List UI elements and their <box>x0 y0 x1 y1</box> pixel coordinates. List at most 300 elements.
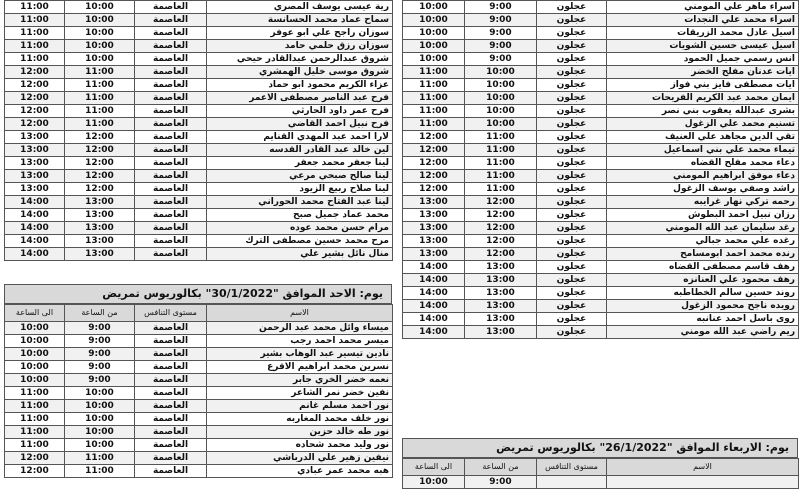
student-name-cell: لارا احمد عبد المهدي القنايم <box>207 131 393 144</box>
level-cell: العاصمة <box>135 348 207 361</box>
level-cell: العاصمة <box>135 118 207 131</box>
student-name-cell: نور طه خالد حزين <box>207 426 393 439</box>
time-to-cell: 12:00 <box>5 105 65 118</box>
level-cell: العاصمة <box>135 1 207 14</box>
time-to-cell: 11:00 <box>403 79 465 92</box>
time-to-cell: 13:00 <box>5 131 65 144</box>
right-bottom-caption: يوم: الاربعاء الموافق "26/1/2022" بكالوريوس تمريض <box>402 438 798 458</box>
table-row <box>5 170 393 183</box>
time-from-cell: 10:00 <box>65 426 135 439</box>
student-name-cell: مرام حسن محمد عوده <box>207 222 393 235</box>
level-cell: عجلون <box>537 287 607 300</box>
student-name-cell: نفين خضر نمر الشاعر <box>207 387 393 400</box>
level-cell: عجلون <box>537 53 607 66</box>
level-cell: العاصمة <box>135 322 207 335</box>
table-row <box>403 222 799 235</box>
student-name-cell: سوزان رزق حلمي حامد <box>207 40 393 53</box>
student-name-cell: رغد سليمان عبد الله المومني <box>607 222 799 235</box>
time-to-cell: 11:00 <box>5 400 65 413</box>
student-name-cell: نعمه خضر الخري جابر <box>207 374 393 387</box>
header-from: من الساعة <box>65 305 135 322</box>
level-cell: العاصمة <box>135 92 207 105</box>
table-row <box>5 400 393 413</box>
level-cell: عجلون <box>537 222 607 235</box>
time-from-cell: 13:00 <box>65 235 135 248</box>
level-cell <box>537 476 607 489</box>
level-cell: العاصمة <box>135 196 207 209</box>
level-cell: عجلون <box>537 79 607 92</box>
level-cell: العاصمة <box>135 144 207 157</box>
time-from-cell: 9:00 <box>65 335 135 348</box>
table-row <box>5 105 393 118</box>
time-from-cell: 11:00 <box>65 118 135 131</box>
time-to-cell: 14:00 <box>5 222 65 235</box>
table-row <box>403 261 799 274</box>
time-from-cell: 10:00 <box>65 27 135 40</box>
student-name-cell: نور وليد محمد شحاده <box>207 439 393 452</box>
table-row <box>5 413 393 426</box>
time-from-cell: 11:00 <box>465 131 537 144</box>
student-name-cell: نسرين محمد ابراهيم الاقرع <box>207 361 393 374</box>
table-row <box>5 157 393 170</box>
student-name-cell: لينا عبد الفتاح محمد الحوراني <box>207 196 393 209</box>
time-to-cell: 14:00 <box>403 274 465 287</box>
level-cell: العاصمة <box>135 361 207 374</box>
student-name-cell: هبه محمد عمر عبادي <box>207 465 393 478</box>
table-row <box>5 79 393 92</box>
level-cell: عجلون <box>537 27 607 40</box>
table-row <box>403 131 799 144</box>
student-name-cell: دعاء محمد مفلح القضاه <box>607 157 799 170</box>
student-name-cell: راشد وصفي يوسف الزغول <box>607 183 799 196</box>
level-cell: العاصمة <box>135 222 207 235</box>
time-from-cell: 9:00 <box>465 1 537 14</box>
student-name-cell: رحمه تركي نهار غرايبه <box>607 196 799 209</box>
student-name-cell: اسراء ماهر علي المومني <box>607 1 799 14</box>
time-to-cell: 11:00 <box>403 105 465 118</box>
level-cell: عجلون <box>537 261 607 274</box>
time-to-cell: 14:00 <box>403 313 465 326</box>
time-to-cell: 12:00 <box>403 144 465 157</box>
time-to-cell: 11:00 <box>5 439 65 452</box>
time-to-cell: 13:00 <box>403 209 465 222</box>
table-row <box>5 40 393 53</box>
level-cell: عجلون <box>537 300 607 313</box>
time-to-cell: 13:00 <box>403 235 465 248</box>
time-from-cell: 12:00 <box>465 222 537 235</box>
table-row <box>5 66 393 79</box>
student-name-cell: نادين تيسير عبد الوهاب بشير <box>207 348 393 361</box>
time-to-cell: 11:00 <box>403 92 465 105</box>
level-cell: العاصمة <box>135 66 207 79</box>
time-from-cell: 9:00 <box>65 374 135 387</box>
table-row <box>5 118 393 131</box>
time-from-cell: 9:00 <box>465 27 537 40</box>
time-to-cell: 11:00 <box>5 387 65 400</box>
level-cell: عجلون <box>537 183 607 196</box>
time-to-cell: 12:00 <box>403 157 465 170</box>
table-row <box>403 27 799 40</box>
level-cell: عجلون <box>537 131 607 144</box>
student-name-cell: مرح محمد حسين مصطفى الترك <box>207 235 393 248</box>
student-name-cell: روند حسين سالم الخطاطبه <box>607 287 799 300</box>
table-row <box>403 235 799 248</box>
time-from-cell: 13:00 <box>465 300 537 313</box>
student-name-cell: فرح عبد الناصر مصطفى الاعمر <box>207 92 393 105</box>
level-cell: عجلون <box>537 313 607 326</box>
table-row <box>403 313 799 326</box>
level-cell: عجلون <box>537 1 607 14</box>
header-to: الى الساعة <box>403 459 465 476</box>
table-row <box>403 183 799 196</box>
right-bottom-table <box>402 458 799 489</box>
student-name-cell: نور احمد مسلم غانم <box>207 400 393 413</box>
time-from-cell: 13:00 <box>465 287 537 300</box>
time-from-cell: 10:00 <box>465 66 537 79</box>
student-name-cell: اسيل عيسى حسين الشويات <box>607 40 799 53</box>
level-cell: عجلون <box>537 235 607 248</box>
level-cell: العاصمة <box>135 79 207 92</box>
time-from-cell: 13:00 <box>65 248 135 261</box>
time-from-cell: 10:00 <box>465 118 537 131</box>
table-row <box>5 465 393 478</box>
student-name-cell: رزان نبيل احمد البطوش <box>607 209 799 222</box>
student-name-cell: تقي الدين مجاهد علي العنيف <box>607 131 799 144</box>
table-row <box>5 131 393 144</box>
time-from-cell: 11:00 <box>65 452 135 465</box>
time-from-cell: 9:00 <box>465 14 537 27</box>
time-to-cell: 10:00 <box>403 53 465 66</box>
level-cell: العاصمة <box>135 426 207 439</box>
time-to-cell: 14:00 <box>5 196 65 209</box>
table-row <box>5 14 393 27</box>
header-level: مستوى التنافس <box>537 459 607 476</box>
time-to-cell: 13:00 <box>5 170 65 183</box>
table-row <box>403 14 799 27</box>
student-name-cell <box>607 476 799 489</box>
table-row <box>5 53 393 66</box>
time-from-cell: 10:00 <box>65 14 135 27</box>
time-from-cell: 11:00 <box>65 105 135 118</box>
time-from-cell: 10:00 <box>65 53 135 66</box>
table-row <box>403 196 799 209</box>
time-to-cell: 12:00 <box>5 79 65 92</box>
table-row <box>403 287 799 300</box>
student-name-cell: انس رسمي جميل الحمود <box>607 53 799 66</box>
level-cell: العاصمة <box>135 105 207 118</box>
time-from-cell: 12:00 <box>65 144 135 157</box>
time-from-cell: 9:00 <box>65 322 135 335</box>
time-to-cell: 12:00 <box>403 131 465 144</box>
student-name-cell: نور خلف محمد المغاربه <box>207 413 393 426</box>
time-from-cell: 13:00 <box>65 209 135 222</box>
student-name-cell: شروق موسى خليل الهمشري <box>207 66 393 79</box>
level-cell: عجلون <box>537 118 607 131</box>
time-to-cell: 13:00 <box>403 248 465 261</box>
level-cell: العاصمة <box>135 14 207 27</box>
table-row <box>5 248 393 261</box>
student-name-cell: اسراء محمد علي النجدات <box>607 14 799 27</box>
table-row <box>403 105 799 118</box>
time-to-cell: 10:00 <box>5 348 65 361</box>
student-name-cell: لينا صالح صبحي مرعي <box>207 170 393 183</box>
student-name-cell: رهف قاسم مصطفى القضاه <box>607 261 799 274</box>
time-from-cell: 12:00 <box>65 157 135 170</box>
time-to-cell: 10:00 <box>5 322 65 335</box>
time-to-cell: 14:00 <box>403 261 465 274</box>
level-cell: عجلون <box>537 105 607 118</box>
table-row <box>5 183 393 196</box>
level-cell: عجلون <box>537 170 607 183</box>
level-cell: عجلون <box>537 40 607 53</box>
time-to-cell: 13:00 <box>5 144 65 157</box>
time-to-cell: 13:00 <box>403 222 465 235</box>
time-to-cell: 14:00 <box>5 235 65 248</box>
student-name-cell: رهف محمود علي العنانزه <box>607 274 799 287</box>
header-level: مستوى التنافس <box>135 305 207 322</box>
time-from-cell: 9:00 <box>65 348 135 361</box>
level-cell: العاصمة <box>135 400 207 413</box>
time-from-cell: 12:00 <box>465 196 537 209</box>
student-name-cell: رويده ناجح محمود الزغول <box>607 300 799 313</box>
time-from-cell: 11:00 <box>465 157 537 170</box>
time-to-cell: 12:00 <box>5 66 65 79</box>
table-row <box>5 374 393 387</box>
time-to-cell: 10:00 <box>403 27 465 40</box>
level-cell: العاصمة <box>135 131 207 144</box>
student-name-cell: سوزان راجح علي ابو عوفر <box>207 27 393 40</box>
time-from-cell: 11:00 <box>465 183 537 196</box>
right-top-table <box>402 0 799 339</box>
time-to-cell: 14:00 <box>403 287 465 300</box>
table-row <box>403 144 799 157</box>
level-cell: عجلون <box>537 92 607 105</box>
table-row <box>5 27 393 40</box>
table-row <box>403 53 799 66</box>
time-to-cell: 14:00 <box>403 326 465 339</box>
time-from-cell: 10:00 <box>65 439 135 452</box>
time-to-cell: 12:00 <box>403 170 465 183</box>
time-to-cell: 11:00 <box>5 53 65 66</box>
time-to-cell: 11:00 <box>5 426 65 439</box>
time-to-cell: 11:00 <box>403 66 465 79</box>
student-name-cell: لينا صلاح ربيع الزيود <box>207 183 393 196</box>
level-cell: عجلون <box>537 248 607 261</box>
time-from-cell: 10:00 <box>465 105 537 118</box>
time-from-cell: 13:00 <box>465 261 537 274</box>
student-name-cell: رنده محمد احمد ابومسامح <box>607 248 799 261</box>
time-from-cell: 12:00 <box>65 170 135 183</box>
time-from-cell: 10:00 <box>65 1 135 14</box>
time-from-cell: 12:00 <box>65 131 135 144</box>
time-to-cell: 10:00 <box>403 476 465 489</box>
table-row <box>403 66 799 79</box>
table-row <box>403 157 799 170</box>
student-name-cell: عزاء الكريم محمود ابو حماد <box>207 79 393 92</box>
time-to-cell: 10:00 <box>5 374 65 387</box>
table-row <box>403 92 799 105</box>
student-name-cell: نيفين زهير علي الدرباشي <box>207 452 393 465</box>
table-row <box>5 144 393 157</box>
time-to-cell: 14:00 <box>403 300 465 313</box>
student-name-cell: محمد عماد جميل صبح <box>207 209 393 222</box>
level-cell: العاصمة <box>135 235 207 248</box>
time-to-cell: 12:00 <box>5 452 65 465</box>
time-to-cell: 10:00 <box>403 14 465 27</box>
time-from-cell: 13:00 <box>465 313 537 326</box>
header-from: من الساعة <box>465 459 537 476</box>
time-from-cell: 11:00 <box>465 170 537 183</box>
time-to-cell: 13:00 <box>5 183 65 196</box>
table-row <box>403 118 799 131</box>
table-row <box>403 40 799 53</box>
level-cell: العاصمة <box>135 452 207 465</box>
level-cell: العاصمة <box>135 374 207 387</box>
student-name-cell: بشرى عبدالله يعقوب بني نصر <box>607 105 799 118</box>
table-row <box>5 222 393 235</box>
student-name-cell: ايات عدنان مفلح الخضر <box>607 66 799 79</box>
level-cell: العاصمة <box>135 157 207 170</box>
student-name-cell: ايات مصطفى فايز بني فواز <box>607 79 799 92</box>
student-name-cell: رغده علي محمد جبالي <box>607 235 799 248</box>
level-cell: العاصمة <box>135 170 207 183</box>
time-to-cell: 12:00 <box>5 92 65 105</box>
time-from-cell: 13:00 <box>65 196 135 209</box>
student-name-cell: ميسر محمد احمد رجب <box>207 335 393 348</box>
time-from-cell: 10:00 <box>65 400 135 413</box>
time-from-cell: 11:00 <box>65 92 135 105</box>
time-from-cell: 12:00 <box>465 235 537 248</box>
time-from-cell: 13:00 <box>65 222 135 235</box>
level-cell: العاصمة <box>135 465 207 478</box>
table-row <box>5 92 393 105</box>
time-from-cell: 10:00 <box>465 79 537 92</box>
student-name-cell: تسنيم محمد علي الزغول <box>607 118 799 131</box>
time-to-cell: 14:00 <box>5 209 65 222</box>
table-row <box>403 326 799 339</box>
level-cell: عجلون <box>537 144 607 157</box>
student-name-cell: منال نائل بشير علي <box>207 248 393 261</box>
time-from-cell: 11:00 <box>65 465 135 478</box>
time-to-cell: 13:00 <box>5 157 65 170</box>
time-from-cell: 12:00 <box>65 183 135 196</box>
time-to-cell: 12:00 <box>403 183 465 196</box>
table-row <box>5 1 393 14</box>
student-name-cell: ريم راضي عبد الله مومني <box>607 326 799 339</box>
level-cell: عجلون <box>537 66 607 79</box>
time-from-cell: 9:00 <box>465 53 537 66</box>
header-to: الى الساعة <box>5 305 65 322</box>
left-bottom-table <box>4 304 393 478</box>
header-name: الاسم <box>207 305 393 322</box>
student-name-cell: ايمان محمد عبد الكريم الفريحات <box>607 92 799 105</box>
student-name-cell: تيماء محمد علي بني اسماعيل <box>607 144 799 157</box>
time-from-cell: 12:00 <box>465 209 537 222</box>
table-row <box>403 300 799 313</box>
table-row <box>5 452 393 465</box>
time-to-cell: 11:00 <box>5 1 65 14</box>
level-cell: العاصمة <box>135 439 207 452</box>
level-cell: العاصمة <box>135 335 207 348</box>
time-to-cell: 10:00 <box>5 335 65 348</box>
time-from-cell: 9:00 <box>65 361 135 374</box>
table-row <box>5 439 393 452</box>
level-cell: العاصمة <box>135 248 207 261</box>
student-name-cell: ميساء وائل محمد عبد الرحمن <box>207 322 393 335</box>
table-row <box>403 79 799 92</box>
level-cell: العاصمة <box>135 40 207 53</box>
time-to-cell: 10:00 <box>403 40 465 53</box>
time-to-cell: 11:00 <box>403 118 465 131</box>
student-name-cell: اسيل عادل محمد الزريقات <box>607 27 799 40</box>
header-name: الاسم <box>607 459 799 476</box>
level-cell: العاصمة <box>135 413 207 426</box>
level-cell: العاصمة <box>135 53 207 66</box>
time-to-cell: 12:00 <box>5 465 65 478</box>
student-name-cell: سماح عماد محمد الحسانسة <box>207 14 393 27</box>
table-header-row <box>403 459 799 476</box>
student-name-cell: دعاء موفق ابراهيم المومني <box>607 170 799 183</box>
student-name-cell: شروق عبدالرحمن عبدالقادر حيحي <box>207 53 393 66</box>
time-to-cell: 11:00 <box>5 14 65 27</box>
table-row <box>5 196 393 209</box>
table-row <box>403 170 799 183</box>
time-from-cell: 12:00 <box>465 248 537 261</box>
table-row <box>403 1 799 14</box>
level-cell: عجلون <box>537 209 607 222</box>
level-cell: العاصمة <box>135 183 207 196</box>
table-row <box>403 476 799 489</box>
time-from-cell: 10:00 <box>65 413 135 426</box>
time-from-cell: 13:00 <box>465 274 537 287</box>
time-to-cell: 11:00 <box>5 40 65 53</box>
student-name-cell: فرح نبيل احمد القاضي <box>207 118 393 131</box>
left-bottom-caption: يوم: الاحد الموافق "30/1/2022" بكالوريوس تمريض <box>4 284 392 304</box>
student-name-cell: فرح عمر داود الحارثي <box>207 105 393 118</box>
time-to-cell: 11:00 <box>5 413 65 426</box>
table-row <box>5 209 393 222</box>
time-from-cell: 11:00 <box>465 144 537 157</box>
time-from-cell: 9:00 <box>465 40 537 53</box>
time-from-cell: 10:00 <box>65 387 135 400</box>
time-from-cell: 10:00 <box>465 92 537 105</box>
time-to-cell: 10:00 <box>5 361 65 374</box>
level-cell: عجلون <box>537 14 607 27</box>
table-row <box>5 235 393 248</box>
time-to-cell: 13:00 <box>403 196 465 209</box>
student-name-cell: روى باسل احمد عنانبه <box>607 313 799 326</box>
time-to-cell: 11:00 <box>5 27 65 40</box>
time-from-cell: 9:00 <box>465 476 537 489</box>
time-to-cell: 14:00 <box>5 248 65 261</box>
table-row <box>403 274 799 287</box>
table-row <box>403 209 799 222</box>
table-header-row <box>5 305 393 322</box>
time-to-cell: 10:00 <box>403 1 465 14</box>
level-cell: عجلون <box>537 326 607 339</box>
table-row <box>5 426 393 439</box>
level-cell: عجلون <box>537 274 607 287</box>
level-cell: العاصمة <box>135 27 207 40</box>
left-top-table <box>4 0 393 261</box>
level-cell: عجلون <box>537 157 607 170</box>
table-row <box>5 387 393 400</box>
level-cell: العاصمة <box>135 209 207 222</box>
table-row <box>5 361 393 374</box>
time-from-cell: 10:00 <box>65 40 135 53</box>
level-cell: العاصمة <box>135 387 207 400</box>
time-from-cell: 13:00 <box>465 326 537 339</box>
